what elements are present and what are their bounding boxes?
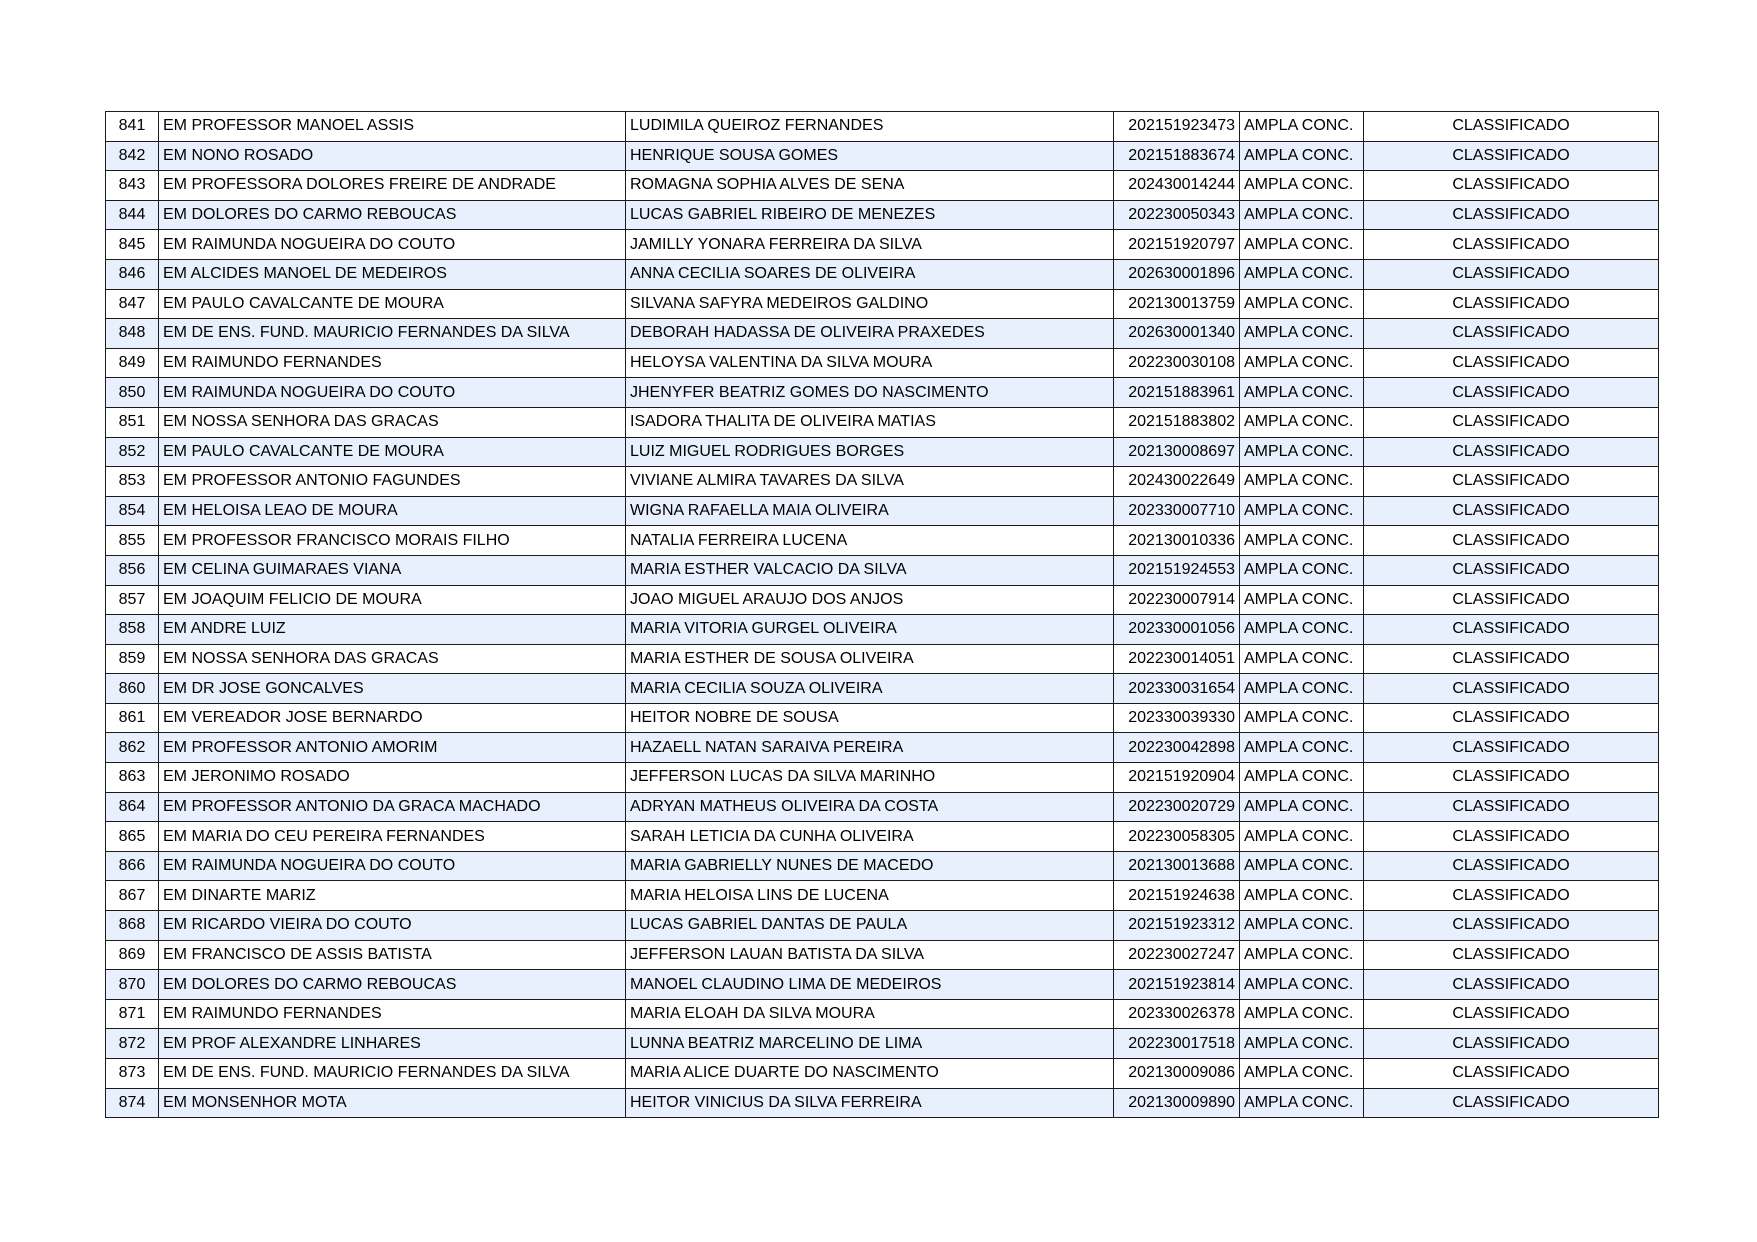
classification-number-cell: 859 [106,644,159,674]
student-name-cell: JAMILLY YONARA FERREIRA DA SILVA [626,230,1114,260]
classification-number-cell: 865 [106,822,159,852]
school-name-cell: EM PROFESSOR MANOEL ASSIS [159,112,626,142]
category-cell: AMPLA CONC. [1240,703,1364,733]
category-cell: AMPLA CONC. [1240,319,1364,349]
school-name-cell: EM HELOISA LEAO DE MOURA [159,496,626,526]
table-row [106,911,1659,941]
registration-number-cell: 202330026378 [1114,999,1240,1029]
table-row [106,437,1659,467]
table-row [106,378,1659,408]
school-name-cell: EM RICARDO VIEIRA DO COUTO [159,911,626,941]
classification-number-cell: 851 [106,407,159,437]
student-name-cell: MARIA ALICE DUARTE DO NASCIMENTO [626,1059,1114,1089]
table-row [106,141,1659,171]
status-cell: CLASSIFICADO [1364,911,1659,941]
classification-number-cell: 872 [106,1029,159,1059]
status-cell: CLASSIFICADO [1364,289,1659,319]
student-name-cell: HAZAELL NATAN SARAIVA PEREIRA [626,733,1114,763]
student-name-cell: WIGNA RAFAELLA MAIA OLIVEIRA [626,496,1114,526]
category-cell: AMPLA CONC. [1240,112,1364,142]
student-name-cell: JEFFERSON LAUAN BATISTA DA SILVA [626,940,1114,970]
table-row [106,615,1659,645]
status-cell: CLASSIFICADO [1364,526,1659,556]
school-name-cell: EM ALCIDES MANOEL DE MEDEIROS [159,259,626,289]
registration-number-cell: 202230042898 [1114,733,1240,763]
student-name-cell: VIVIANE ALMIRA TAVARES DA SILVA [626,467,1114,497]
status-cell: CLASSIFICADO [1364,141,1659,171]
status-cell: CLASSIFICADO [1364,999,1659,1029]
registration-number-cell: 202151923312 [1114,911,1240,941]
status-cell: CLASSIFICADO [1364,763,1659,793]
classification-number-cell: 863 [106,763,159,793]
status-cell: CLASSIFICADO [1364,674,1659,704]
registration-number-cell: 202151883961 [1114,378,1240,408]
results-table-body [106,112,1659,1118]
status-cell: CLASSIFICADO [1364,555,1659,585]
category-cell: AMPLA CONC. [1240,200,1364,230]
status-cell: CLASSIFICADO [1364,112,1659,142]
category-cell: AMPLA CONC. [1240,1029,1364,1059]
category-cell: AMPLA CONC. [1240,141,1364,171]
classification-number-cell: 869 [106,940,159,970]
category-cell: AMPLA CONC. [1240,940,1364,970]
school-name-cell: EM PROFESSOR ANTONIO DA GRACA MACHADO [159,792,626,822]
results-table [105,111,1659,1118]
status-cell: CLASSIFICADO [1364,1088,1659,1118]
category-cell: AMPLA CONC. [1240,585,1364,615]
table-row [106,526,1659,556]
table-row [106,319,1659,349]
school-name-cell: EM DINARTE MARIZ [159,881,626,911]
category-cell: AMPLA CONC. [1240,230,1364,260]
registration-number-cell: 202230030108 [1114,348,1240,378]
student-name-cell: ROMAGNA SOPHIA ALVES DE SENA [626,171,1114,201]
school-name-cell: EM DE ENS. FUND. MAURICIO FERNANDES DA SILVA [159,319,626,349]
school-name-cell: EM PROFESSOR ANTONIO AMORIM [159,733,626,763]
school-name-cell: EM NOSSA SENHORA DAS GRACAS [159,644,626,674]
table-row [106,259,1659,289]
category-cell: AMPLA CONC. [1240,851,1364,881]
student-name-cell: LUCAS GABRIEL RIBEIRO DE MENEZES [626,200,1114,230]
status-cell: CLASSIFICADO [1364,319,1659,349]
category-cell: AMPLA CONC. [1240,259,1364,289]
classification-number-cell: 858 [106,615,159,645]
school-name-cell: EM RAIMUNDO FERNANDES [159,999,626,1029]
status-cell: CLASSIFICADO [1364,171,1659,201]
classification-number-cell: 864 [106,792,159,822]
school-name-cell: EM DOLORES DO CARMO REBOUCAS [159,200,626,230]
category-cell: AMPLA CONC. [1240,644,1364,674]
table-row [106,348,1659,378]
status-cell: CLASSIFICADO [1364,467,1659,497]
registration-number-cell: 202230007914 [1114,585,1240,615]
status-cell: CLASSIFICADO [1364,378,1659,408]
classification-number-cell: 874 [106,1088,159,1118]
school-name-cell: EM NONO ROSADO [159,141,626,171]
category-cell: AMPLA CONC. [1240,496,1364,526]
status-cell: CLASSIFICADO [1364,822,1659,852]
classification-number-cell: 857 [106,585,159,615]
school-name-cell: EM DE ENS. FUND. MAURICIO FERNANDES DA SILVA [159,1059,626,1089]
table-row [106,644,1659,674]
student-name-cell: JOAO MIGUEL ARAUJO DOS ANJOS [626,585,1114,615]
school-name-cell: EM VEREADOR JOSE BERNARDO [159,703,626,733]
registration-number-cell: 202130008697 [1114,437,1240,467]
category-cell: AMPLA CONC. [1240,763,1364,793]
student-name-cell: HENRIQUE SOUSA GOMES [626,141,1114,171]
table-row [106,733,1659,763]
category-cell: AMPLA CONC. [1240,437,1364,467]
student-name-cell: LUNNA BEATRIZ MARCELINO DE LIMA [626,1029,1114,1059]
school-name-cell: EM RAIMUNDA NOGUEIRA DO COUTO [159,378,626,408]
table-row [106,999,1659,1029]
status-cell: CLASSIFICADO [1364,733,1659,763]
student-name-cell: MARIA ESTHER DE SOUSA OLIVEIRA [626,644,1114,674]
student-name-cell: ADRYAN MATHEUS OLIVEIRA DA COSTA [626,792,1114,822]
category-cell: AMPLA CONC. [1240,378,1364,408]
status-cell: CLASSIFICADO [1364,1029,1659,1059]
classification-number-cell: 845 [106,230,159,260]
table-row [106,792,1659,822]
school-name-cell: EM PROFESSORA DOLORES FREIRE DE ANDRADE [159,171,626,201]
school-name-cell: EM ANDRE LUIZ [159,615,626,645]
school-name-cell: EM NOSSA SENHORA DAS GRACAS [159,407,626,437]
school-name-cell: EM RAIMUNDA NOGUEIRA DO COUTO [159,230,626,260]
status-cell: CLASSIFICADO [1364,1059,1659,1089]
classification-number-cell: 850 [106,378,159,408]
category-cell: AMPLA CONC. [1240,526,1364,556]
category-cell: AMPLA CONC. [1240,348,1364,378]
registration-number-cell: 202151883674 [1114,141,1240,171]
registration-number-cell: 202430014244 [1114,171,1240,201]
school-name-cell: EM RAIMUNDA NOGUEIRA DO COUTO [159,851,626,881]
category-cell: AMPLA CONC. [1240,555,1364,585]
category-cell: AMPLA CONC. [1240,1088,1364,1118]
classification-number-cell: 873 [106,1059,159,1089]
student-name-cell: MARIA VITORIA GURGEL OLIVEIRA [626,615,1114,645]
table-row [106,200,1659,230]
table-row [106,822,1659,852]
table-row [106,555,1659,585]
status-cell: CLASSIFICADO [1364,703,1659,733]
classification-number-cell: 843 [106,171,159,201]
school-name-cell: EM PROF ALEXANDRE LINHARES [159,1029,626,1059]
student-name-cell: DEBORAH HADASSA DE OLIVEIRA PRAXEDES [626,319,1114,349]
status-cell: CLASSIFICADO [1364,585,1659,615]
category-cell: AMPLA CONC. [1240,822,1364,852]
status-cell: CLASSIFICADO [1364,437,1659,467]
classification-number-cell: 856 [106,555,159,585]
student-name-cell: LUDIMILA QUEIROZ FERNANDES [626,112,1114,142]
student-name-cell: JHENYFER BEATRIZ GOMES DO NASCIMENTO [626,378,1114,408]
school-name-cell: EM DR JOSE GONCALVES [159,674,626,704]
classification-number-cell: 853 [106,467,159,497]
student-name-cell: SARAH LETICIA DA CUNHA OLIVEIRA [626,822,1114,852]
registration-number-cell: 202151920904 [1114,763,1240,793]
registration-number-cell: 202630001340 [1114,319,1240,349]
school-name-cell: EM PAULO CAVALCANTE DE MOURA [159,289,626,319]
category-cell: AMPLA CONC. [1240,615,1364,645]
student-name-cell: MARIA CECILIA SOUZA OLIVEIRA [626,674,1114,704]
classification-number-cell: 866 [106,851,159,881]
student-name-cell: ISADORA THALITA DE OLIVEIRA MATIAS [626,407,1114,437]
student-name-cell: HEITOR NOBRE DE SOUSA [626,703,1114,733]
student-name-cell: JEFFERSON LUCAS DA SILVA MARINHO [626,763,1114,793]
registration-number-cell: 202330039330 [1114,703,1240,733]
category-cell: AMPLA CONC. [1240,733,1364,763]
status-cell: CLASSIFICADO [1364,496,1659,526]
registration-number-cell: 202151923814 [1114,970,1240,1000]
classification-number-cell: 847 [106,289,159,319]
student-name-cell: MARIA HELOISA LINS DE LUCENA [626,881,1114,911]
registration-number-cell: 202151923473 [1114,112,1240,142]
status-cell: CLASSIFICADO [1364,940,1659,970]
table-row [106,703,1659,733]
registration-number-cell: 202330007710 [1114,496,1240,526]
table-row [106,1059,1659,1089]
student-name-cell: HELOYSA VALENTINA DA SILVA MOURA [626,348,1114,378]
student-name-cell: HEITOR VINICIUS DA SILVA FERREIRA [626,1088,1114,1118]
registration-number-cell: 202230014051 [1114,644,1240,674]
registration-number-cell: 202130013688 [1114,851,1240,881]
registration-number-cell: 202151920797 [1114,230,1240,260]
status-cell: CLASSIFICADO [1364,348,1659,378]
category-cell: AMPLA CONC. [1240,792,1364,822]
school-name-cell: EM MARIA DO CEU PEREIRA FERNANDES [159,822,626,852]
status-cell: CLASSIFICADO [1364,792,1659,822]
table-row [106,1029,1659,1059]
status-cell: CLASSIFICADO [1364,970,1659,1000]
table-row [106,289,1659,319]
classification-number-cell: 842 [106,141,159,171]
classification-number-cell: 854 [106,496,159,526]
registration-number-cell: 202151924638 [1114,881,1240,911]
school-name-cell: EM JERONIMO ROSADO [159,763,626,793]
category-cell: AMPLA CONC. [1240,674,1364,704]
category-cell: AMPLA CONC. [1240,970,1364,1000]
classification-number-cell: 868 [106,911,159,941]
registration-number-cell: 202230027247 [1114,940,1240,970]
status-cell: CLASSIFICADO [1364,851,1659,881]
registration-number-cell: 202151924553 [1114,555,1240,585]
student-name-cell: ANNA CECILIA SOARES DE OLIVEIRA [626,259,1114,289]
table-row [106,112,1659,142]
classification-number-cell: 860 [106,674,159,704]
registration-number-cell: 202130010336 [1114,526,1240,556]
classification-number-cell: 861 [106,703,159,733]
table-row [106,467,1659,497]
registration-number-cell: 202130013759 [1114,289,1240,319]
classification-number-cell: 862 [106,733,159,763]
registration-number-cell: 202330001056 [1114,615,1240,645]
status-cell: CLASSIFICADO [1364,881,1659,911]
classification-number-cell: 871 [106,999,159,1029]
table-row [106,585,1659,615]
student-name-cell: LUCAS GABRIEL DANTAS DE PAULA [626,911,1114,941]
category-cell: AMPLA CONC. [1240,289,1364,319]
registration-number-cell: 202130009890 [1114,1088,1240,1118]
table-row [106,674,1659,704]
table-row [106,763,1659,793]
registration-number-cell: 202151883802 [1114,407,1240,437]
category-cell: AMPLA CONC. [1240,999,1364,1029]
school-name-cell: EM PAULO CAVALCANTE DE MOURA [159,437,626,467]
category-cell: AMPLA CONC. [1240,407,1364,437]
school-name-cell: EM CELINA GUIMARAES VIANA [159,555,626,585]
status-cell: CLASSIFICADO [1364,644,1659,674]
school-name-cell: EM PROFESSOR FRANCISCO MORAIS FILHO [159,526,626,556]
status-cell: CLASSIFICADO [1364,200,1659,230]
registration-number-cell: 202230017518 [1114,1029,1240,1059]
category-cell: AMPLA CONC. [1240,467,1364,497]
table-row [106,230,1659,260]
student-name-cell: NATALIA FERREIRA LUCENA [626,526,1114,556]
registration-number-cell: 202430022649 [1114,467,1240,497]
registration-number-cell: 202230058305 [1114,822,1240,852]
registration-number-cell: 202630001896 [1114,259,1240,289]
student-name-cell: MARIA ESTHER VALCACIO DA SILVA [626,555,1114,585]
student-name-cell: MARIA ELOAH DA SILVA MOURA [626,999,1114,1029]
status-cell: CLASSIFICADO [1364,615,1659,645]
student-name-cell: MARIA GABRIELLY NUNES DE MACEDO [626,851,1114,881]
school-name-cell: EM MONSENHOR MOTA [159,1088,626,1118]
table-row [106,407,1659,437]
school-name-cell: EM JOAQUIM FELICIO DE MOURA [159,585,626,615]
table-row [106,496,1659,526]
school-name-cell: EM PROFESSOR ANTONIO FAGUNDES [159,467,626,497]
category-cell: AMPLA CONC. [1240,1059,1364,1089]
school-name-cell: EM FRANCISCO DE ASSIS BATISTA [159,940,626,970]
table-row [106,171,1659,201]
table-row [106,1088,1659,1118]
category-cell: AMPLA CONC. [1240,911,1364,941]
registration-number-cell: 202230050343 [1114,200,1240,230]
registration-number-cell: 202130009086 [1114,1059,1240,1089]
category-cell: AMPLA CONC. [1240,881,1364,911]
classification-number-cell: 844 [106,200,159,230]
classification-number-cell: 841 [106,112,159,142]
classification-number-cell: 848 [106,319,159,349]
school-name-cell: EM DOLORES DO CARMO REBOUCAS [159,970,626,1000]
classification-number-cell: 849 [106,348,159,378]
status-cell: CLASSIFICADO [1364,230,1659,260]
student-name-cell: MANOEL CLAUDINO LIMA DE MEDEIROS [626,970,1114,1000]
table-row [106,970,1659,1000]
category-cell: AMPLA CONC. [1240,171,1364,201]
student-name-cell: LUIZ MIGUEL RODRIGUES BORGES [626,437,1114,467]
classification-number-cell: 867 [106,881,159,911]
registration-number-cell: 202230020729 [1114,792,1240,822]
table-row [106,881,1659,911]
status-cell: CLASSIFICADO [1364,407,1659,437]
classification-number-cell: 855 [106,526,159,556]
student-name-cell: SILVANA SAFYRA MEDEIROS GALDINO [626,289,1114,319]
classification-number-cell: 870 [106,970,159,1000]
registration-number-cell: 202330031654 [1114,674,1240,704]
status-cell: CLASSIFICADO [1364,259,1659,289]
school-name-cell: EM RAIMUNDO FERNANDES [159,348,626,378]
table-row [106,940,1659,970]
classification-number-cell: 852 [106,437,159,467]
classification-number-cell: 846 [106,259,159,289]
table-row [106,851,1659,881]
